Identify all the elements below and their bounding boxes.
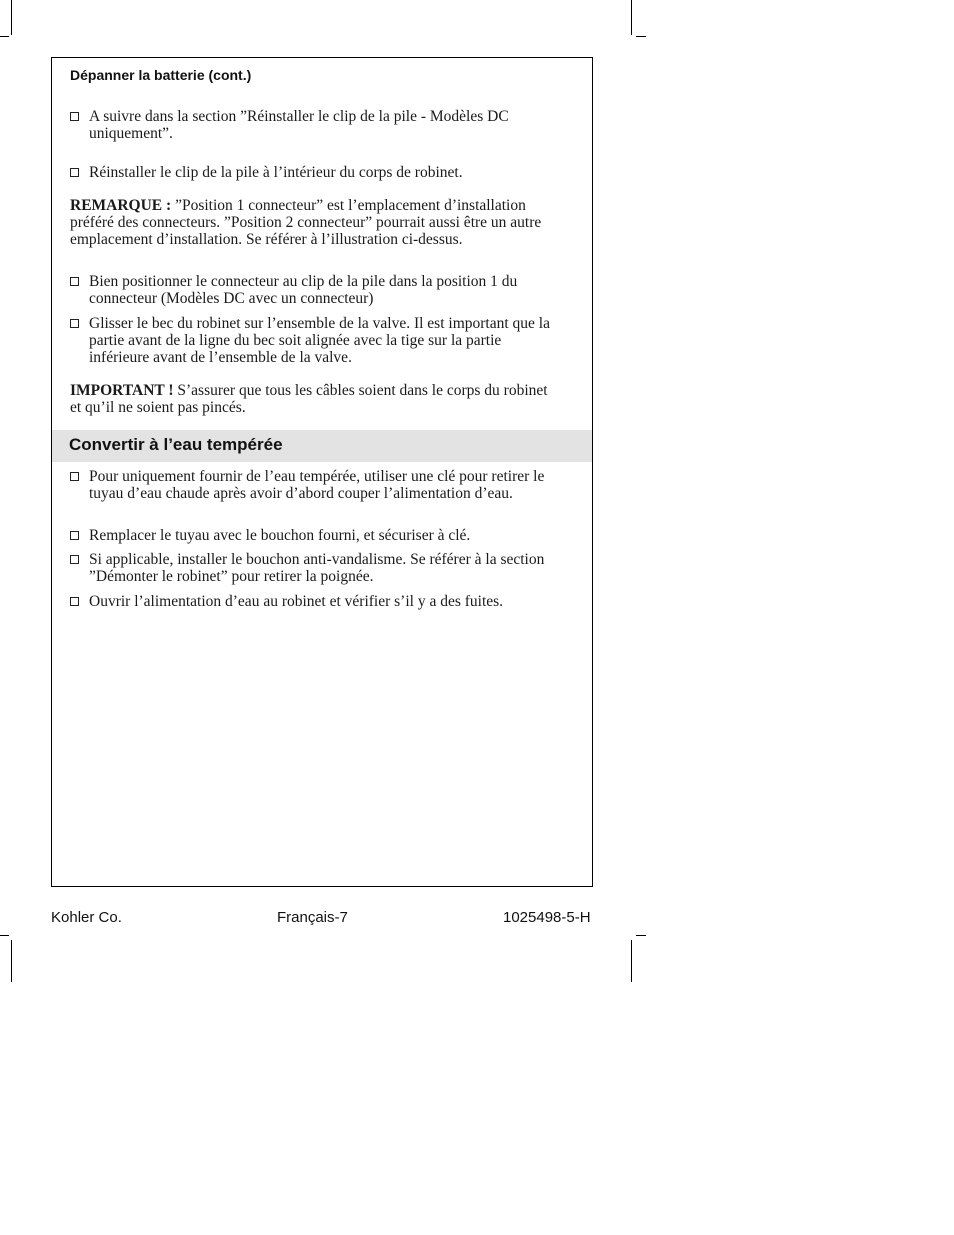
- list-item: [70, 108, 560, 142]
- list-item-text: Ouvrir l’alimentation d’eau au robinet et vérifier s’il y a des fuites.: [89, 593, 504, 610]
- note-text: ”Position 1 connecteur” est l’emplacement d’installation préféré des connecteurs. ”Position 2 connecteur” pourrait aussi être un autre emplacement d’installation. Se référer à l’illustration ci-dessus.: [70, 197, 542, 248]
- checkbox-icon: [70, 597, 79, 606]
- note-paragraph: [70, 197, 560, 248]
- footer-company: Kohler Co.: [51, 909, 122, 926]
- crop-mark: [636, 36, 646, 37]
- crop-mark: [11, 0, 12, 35]
- crop-mark: [631, 940, 632, 982]
- list-item-text: Si applicable, installer le bouchon anti-vandalisme. Se référer à la section ”Démonter le robinet” pour retirer la poignée.: [89, 551, 545, 585]
- crop-mark: [0, 36, 9, 37]
- crop-mark: [0, 935, 9, 936]
- list-item: [70, 315, 560, 366]
- note-label: REMARQUE :: [70, 197, 172, 214]
- list-item-text: Glisser le bec du robinet sur l’ensemble de la valve. Il est important que la partie avant de la ligne du bec soit alignée avec la tige sur la partie inférieure avant de l’ensemble de la valve.: [89, 315, 550, 366]
- crop-mark: [631, 0, 632, 35]
- list-item: [70, 468, 560, 502]
- checkbox-icon: [70, 531, 79, 540]
- important-paragraph: [70, 382, 560, 416]
- checkbox-icon: [70, 319, 79, 328]
- checkbox-icon: [70, 472, 79, 481]
- checkbox-icon: [70, 555, 79, 564]
- checkbox-icon: [70, 168, 79, 177]
- content-box: [51, 57, 593, 887]
- section-header-band: [52, 430, 592, 462]
- checkbox-icon: [70, 112, 79, 121]
- crop-mark: [636, 935, 646, 936]
- footer-doc-number: 1025498-5-H: [503, 909, 591, 926]
- list-item: [70, 527, 560, 544]
- list-item-text: Bien positionner le connecteur au clip de la pile dans la position 1 du connecteur (Modèles DC avec un connecteur): [89, 273, 518, 307]
- section2-title: Convertir à l’eau tempérée: [69, 435, 283, 454]
- checkbox-icon: [70, 277, 79, 286]
- list-item-text: Pour uniquement fournir de l’eau tempérée, utiliser une clé pour retirer le tuyau d’eau chaude après avoir d’abord couper l’alimentation d’eau.: [89, 468, 545, 502]
- footer-page-number: Français-7: [277, 909, 348, 926]
- important-label: IMPORTANT !: [70, 382, 174, 399]
- list-item-text: Réinstaller le clip de la pile à l’intérieur du corps de robinet.: [89, 164, 463, 181]
- section-title: Dépanner la batterie (cont.): [70, 67, 252, 83]
- list-item: [70, 164, 560, 181]
- list-item: [70, 273, 560, 307]
- crop-mark: [11, 940, 12, 982]
- list-item: [70, 593, 560, 610]
- list-item: [70, 551, 560, 585]
- list-item-text: A suivre dans la section ”Réinstaller le clip de la pile - Modèles DC uniquement”.: [89, 108, 509, 142]
- important-text: S’assurer que tous les câbles soient dans le corps du robinet et qu’il ne soient pas pincés.: [70, 382, 548, 416]
- list-item-text: Remplacer le tuyau avec le bouchon fourni, et sécuriser à clé.: [89, 527, 471, 544]
